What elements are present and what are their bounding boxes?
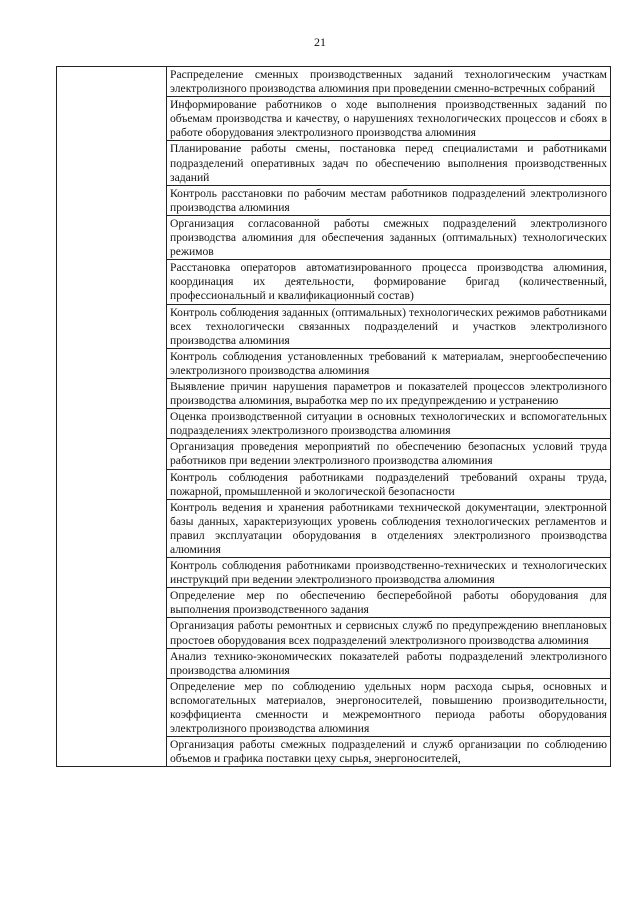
- row-text: Организация работы смежных подразделений и служб организации по соблюдению объемов и графика поставки цеху сырья, энергоносителей,: [167, 737, 611, 767]
- row-text: Контроль соблюдения установленных требований к материалам, энергообеспечению электролизного производства алюминия: [167, 348, 611, 378]
- row-text: Организация работы ремонтных и сервисных служб по предупреждению внеплановых простоев оборудования всех подразделений электролизного производства алюминия: [167, 618, 611, 648]
- row-text: Распределение сменных производственных заданий технологическим участкам электролизного производства алюминия при проведении сменно-встречных собраний: [167, 67, 611, 97]
- row-text: Контроль соблюдения заданных (оптимальных) технологических режимов работниками всех технологически связанных подразделений и участков электролизного производства алюминия: [167, 304, 611, 348]
- row-text: Анализ технико-экономических показателей работы подразделений электролизного производства алюминия: [167, 648, 611, 678]
- row-text: Планирование работы смены, постановка перед специалистами и работниками подразделений оперативных задач по обеспечению выполнения производственных заданий: [167, 141, 611, 185]
- row-text: Контроль расстановки по рабочим местам работников подразделений электролизного производства алюминия: [167, 185, 611, 215]
- row-text: Выявление причин нарушения параметров и показателей процессов электролизного производства алюминия, выработка мер по их предупреждению и устранению: [167, 378, 611, 408]
- left-column-cell: [57, 67, 167, 767]
- row-text: Организация согласованной работы смежных подразделений электролизного производства алюминия для обеспечения заданных (оптимальных) технологических режимов: [167, 215, 611, 259]
- duties-table: [56, 66, 611, 767]
- row-text: Информирование работников о ходе выполнения производственных заданий по объемам производства и качеству, о нарушениях технологических процессов и сбоях в работе оборудования электролизного производства алюминия: [167, 97, 611, 141]
- row-text: Организация проведения мероприятий по обеспечению безопасных условий труда работников при ведении электролизного производства алюминия: [167, 439, 611, 469]
- page-number: 21: [314, 35, 326, 49]
- row-text: Расстановка операторов автоматизированного процесса производства алюминия, координация их деятельности, формирование бригад (количественный, профессиональный и квалификационный состав): [167, 260, 611, 304]
- row-text: Контроль ведения и хранения работниками технической документации, электронной базы данных, характеризующих уровень соблюдения технологических регламентов и правил эксплуатации оборудования в отделениях электролизного производства алюминия: [167, 499, 611, 557]
- row-text: Оценка производственной ситуации в основных технологических и вспомогательных подразделениях электролизного производства алюминия: [167, 409, 611, 439]
- row-text: Контроль соблюдения работниками подразделений требований охраны труда, пожарной, промышленной и экологической безопасности: [167, 469, 611, 499]
- table-row: [57, 67, 611, 97]
- row-text: Контроль соблюдения работниками производственно-технических и технологических инструкций при ведении электролизного производства алюминия: [167, 558, 611, 588]
- row-text: Определение мер по обеспечению бесперебойной работы оборудования для выполнения производственного задания: [167, 588, 611, 618]
- row-text: Определение мер по соблюдению удельных норм расхода сырья, основных и вспомогательных материалов, энергоносителей, повышению производительности, коэффициента сменности и межремонтного периода работы оборудования электролизного производства алюминия: [167, 678, 611, 736]
